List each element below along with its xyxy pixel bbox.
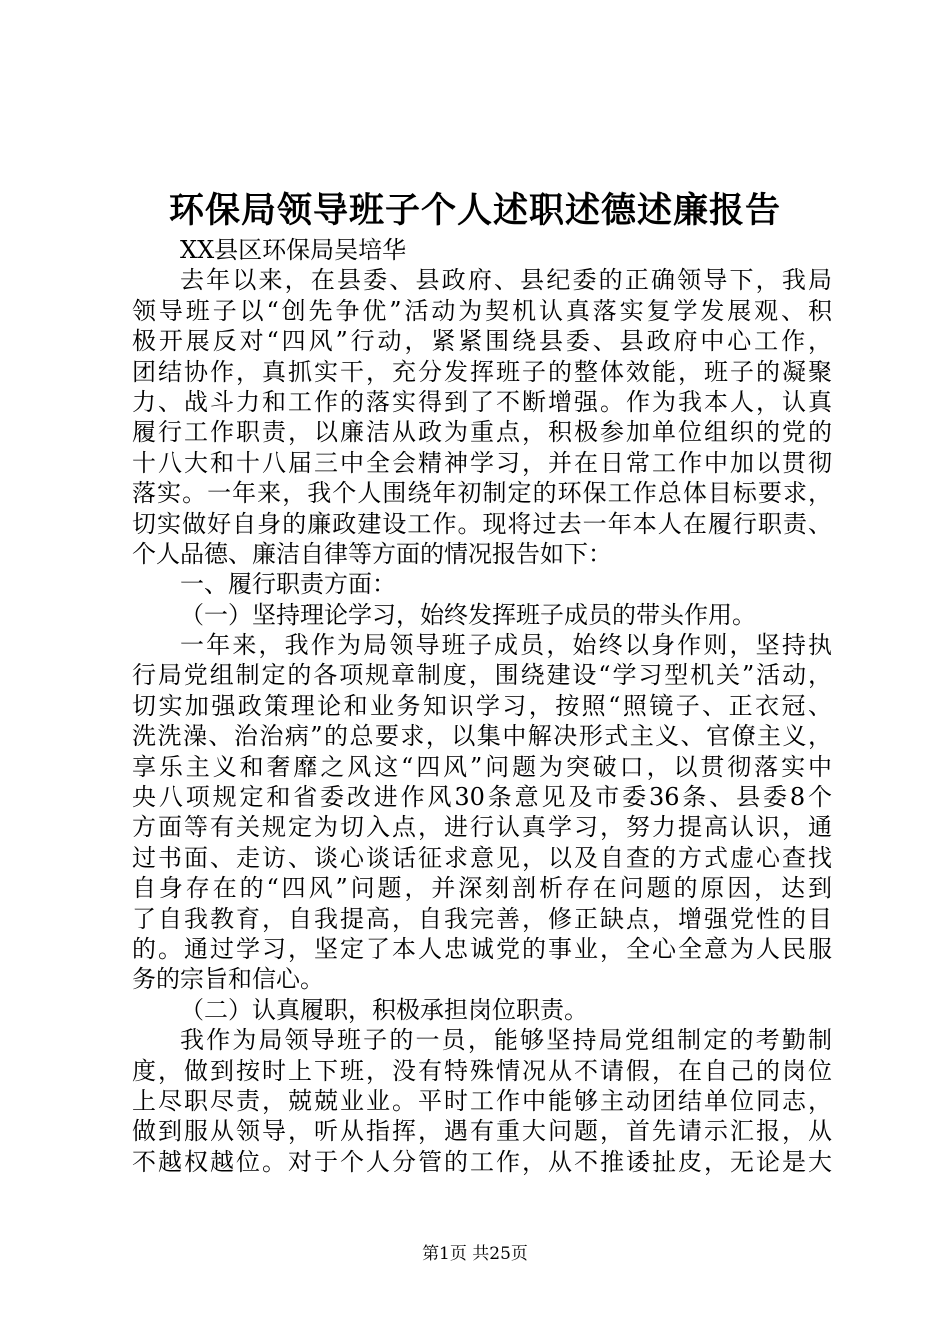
text-line: 极开展反对“四风”行动，紧紧围绕县委、县政府中心工作， <box>132 327 832 356</box>
text-line: 领导班子以“创先争优”活动为契机认真落实复学发展观、积 <box>132 296 832 325</box>
text-line: 度，做到按时上下班，没有特殊情况从不请假，在自己的岗位 <box>132 1056 832 1085</box>
text-line: 方面等有关规定为切入点，进行认真学习，努力提高认识，通 <box>132 813 832 842</box>
text-line: 一、履行职责方面： <box>180 570 396 599</box>
text-line: 自身存在的“四风”问题，并深刻剖析存在问题的原因，达到 <box>132 874 832 903</box>
text-line: 切实做好自身的廉政建设工作。现将过去一年本人在履行职责、 <box>132 509 832 538</box>
text-line: 团结协作，真抓实干，充分发挥班子的整体效能，班子的凝聚 <box>132 357 832 386</box>
text-line: 洗洗澡、治治病”的总要求，以集中解决形式主义、官僚主义， <box>132 722 832 751</box>
text-line: 不越权越位。对于个人分管的工作，从不推诿扯皮，无论是大 <box>132 1147 832 1176</box>
text-line: 一年来，我作为局领导班子成员，始终以身作则，坚持执 <box>180 631 832 660</box>
text-line: 个人品德、廉洁自律等方面的情况报告如下： <box>132 539 612 568</box>
text-line: XX县区环保局吴培华 <box>180 236 407 264</box>
text-line: （二）认真履职，积极承担岗位职责。 <box>180 995 588 1024</box>
text-line: 十八大和十八届三中全会精神学习，并在日常工作中加以贯彻 <box>132 448 832 477</box>
text-line: 力、战斗力和工作的落实得到了不断增强。作为我本人，认真 <box>132 387 832 416</box>
text-line: 央八项规定和省委改进作风30条意见及市委36条、县委8个 <box>132 783 832 812</box>
document-body <box>132 235 832 1177</box>
page-footer: 第1页 共25页 <box>422 1244 528 1264</box>
text-line: 过书面、走访、谈心谈话征求意见，以及自查的方式虚心查找 <box>132 843 832 872</box>
text-line: 落实。一年来，我个人围绕年初制定的环保工作总体目标要求， <box>132 479 832 508</box>
text-line: 我作为局领导班子的一员，能够坚持局党组制定的考勤制 <box>180 1026 832 1055</box>
text-line: 去年以来，在县委、县政府、县纪委的正确领导下，我局 <box>180 266 832 295</box>
text-line: 上尽职尽责，兢兢业业。平时工作中能够主动团结单位同志， <box>132 1086 832 1115</box>
text-line: 了自我教育，自我提高，自我完善，修正缺点，增强党性的目 <box>132 904 832 933</box>
document-title: 环保局领导班子个人述职述德述廉报告 <box>168 190 781 231</box>
text-line: 务的宗旨和信心。 <box>132 965 324 994</box>
text-line: 的。通过学习，坚定了本人忠诚党的事业，全心全意为人民服 <box>132 934 832 963</box>
text-line: 切实加强政策理论和业务知识学习，按照“照镜子、正衣冠、 <box>132 691 832 720</box>
text-line: 享乐主义和奢靡之风这“四风”问题为突破口，以贯彻落实中 <box>132 752 832 781</box>
text-line: 履行工作职责，以廉洁从政为重点，积极参加单位组织的党的 <box>132 418 832 447</box>
text-line: （一）坚持理论学习，始终发挥班子成员的带头作用。 <box>180 600 756 629</box>
text-line: 行局党组制定的各项规章制度，围绕建设“学习型机关”活动， <box>132 661 832 690</box>
text-line: 做到服从领导，听从指挥，遇有重大问题，首先请示汇报，从 <box>132 1117 832 1146</box>
